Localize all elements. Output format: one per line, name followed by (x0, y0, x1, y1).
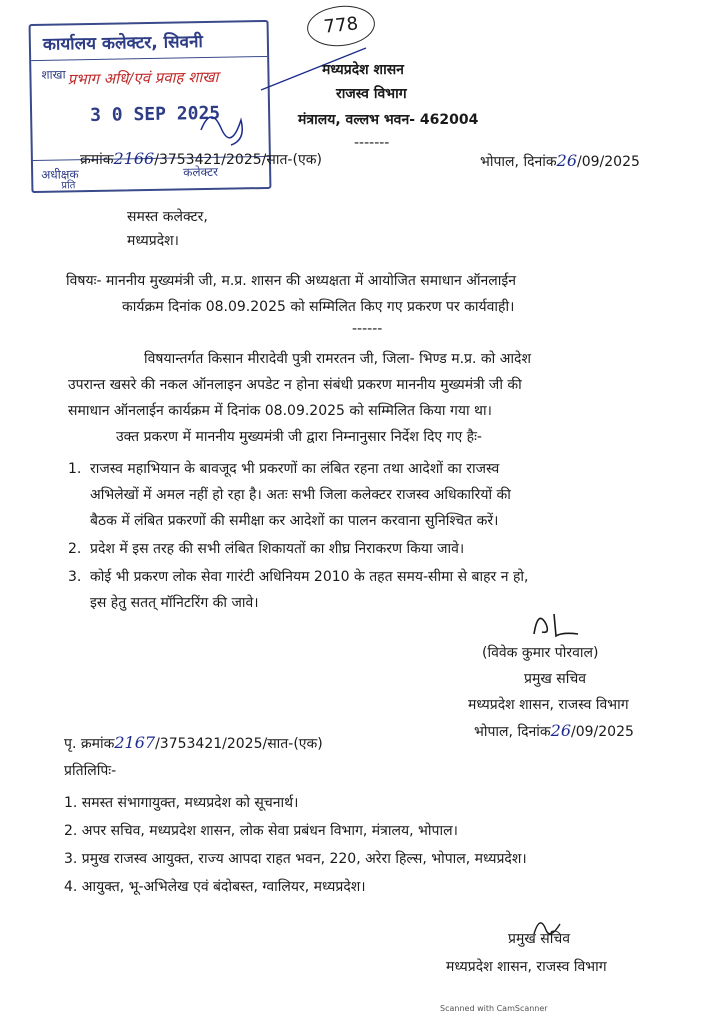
subject-line2: कार्यक्रम दिनांक 08.09.2025 को सम्मिलित किए गए प्रकरण पर कार्यवाही। (122, 299, 515, 315)
endorsement-designation: प्रमुख सचिव (508, 931, 571, 947)
endorsement-hand-number: 2167 (114, 733, 156, 752)
reference-number (80, 150, 322, 169)
addressee-line2: मध्यप्रदेश। (127, 233, 179, 249)
pen-scribble (196, 100, 256, 150)
header-line2: राजस्व विभाग (336, 86, 407, 102)
signatory-date-prefix: भोपाल, दिनांक (474, 724, 551, 740)
addressee-line1: समस्त कलेक्टर, (127, 209, 208, 225)
item-3-line1: कोई भी प्रकरण लोक सेवा गारंटी अधिनियम 2010 के तहत समय-सीमा से बाहर न हो, (90, 569, 529, 585)
reference-hand-number: 2166 (113, 149, 155, 168)
item-1-number: 1. (68, 461, 82, 477)
stamp-officer-office: कलेक्टर (183, 164, 219, 180)
signatory-office: मध्यप्रदेश शासन, राजस्व विभाग (468, 697, 629, 713)
item-2-number: 2. (68, 541, 82, 557)
stamp-date: 3 0 SEP 2025 (89, 102, 221, 127)
endorsement-prefix: पृ. क्रमांक (64, 736, 115, 752)
subject-divider: ------ (352, 321, 383, 337)
stamp-serial-label: प्रति (61, 180, 76, 192)
endorsement-office: मध्यप्रदेश शासन, राजस्व विभाग (446, 959, 607, 975)
item-1-line3: बैठक में लंबित प्रकरणों की समीक्षा कर आदेशों का पालन करवाना सुनिश्चित करें। (90, 513, 499, 529)
body-para2: उक्त प्रकरण में माननीय मुख्यमंत्री जी द्वारा निम्नानुसार निर्देश दिए गए हैः- (116, 429, 482, 445)
reference-rest: /3753421/2025/सात-(एक) (154, 152, 322, 168)
signatory-name: (विवेक कुमार पोरवाल) (482, 645, 599, 661)
stamp-branch-handwritten: प्रभाग अधि/एवं प्रवाह शाखा (67, 67, 219, 89)
item-2-line1: प्रदेश में इस तरह की सभी लंबित शिकायतों का शीघ्र निराकरण किया जावे। (90, 541, 465, 557)
header-line1: मध्यप्रदेश शासन (322, 62, 404, 78)
copy-item-2: 2. अपर सचिव, मध्यप्रदेश शासन, लोक सेवा प्रबंधन विभाग, मंत्रालय, भोपाल। (64, 823, 458, 839)
subject-line1: विषयः- माननीय मुख्यमंत्री जी, म.प्र. शासन की अध्यक्षता में आयोजित समाधान ऑनलाईन (66, 273, 517, 289)
stamp-branch-label: शाखा (41, 67, 66, 82)
endorsement-number (64, 734, 323, 753)
signatory-date-hand: 26 (550, 721, 572, 740)
item-1-line1: राजस्व महाभियान के बावजूद भी प्रकरणों का लंबित रहना तथा आदेशों का राजस्व (90, 461, 500, 477)
letter-date (480, 152, 640, 171)
stamp-office: कार्यालय कलेक्टर, सिवनी (42, 32, 204, 55)
body-para1-line2: उपरान्त खसरे की नकल ऑनलाइन अपडेट न होना संबंधी प्रकरण माननीय मुख्यमंत्री जी की (68, 377, 522, 393)
scanner-footer: Scanned with CamScanner (440, 1004, 548, 1013)
item-1-line2: अभिलेखों में अमल नहीं हो रहा है। अतः सभी जिला कलेक्टर राजस्व अधिकारियों की (90, 487, 511, 503)
item-3-number: 3. (68, 569, 82, 585)
letter-date-rest: /09/2025 (577, 154, 640, 170)
item-3-line2: इस हेतु सतत् मॉनिटरिंग की जावे। (90, 595, 259, 611)
signatory-date (474, 722, 634, 741)
copy-item-4: 4. आयुक्त, भू-अभिलेख एवं बंदोबस्त, ग्वालियर, मध्यप्रदेश। (64, 879, 366, 895)
stamp-officer-label: अधीक्षक (41, 167, 79, 182)
body-para1-line1: विषयान्तर्गत किसान मीरादेवी पुत्री रामरतन जी, जिला- भिण्ड म.प्र. को आदेश (144, 351, 531, 367)
body-para1-line3: समाधान ऑनलाईन कार्यक्रम में दिनांक 08.09.2025 को सम्मिलित किया गया था। (68, 403, 492, 419)
inward-number: 778 (305, 3, 377, 50)
header-line3: मंत्रालय, वल्लभ भवन- 462004 (298, 112, 479, 128)
copy-item-1: 1. समस्त संभागायुक्त, मध्यप्रदेश को सूचनार्थ। (64, 795, 299, 811)
copy-item-3: 3. प्रमुख राजस्व आयुक्त, राज्य आपदा राहत भवन, 220, अरेरा हिल्स, भोपाल, मध्यप्रदेश। (64, 851, 527, 867)
signature (528, 604, 598, 644)
reference-prefix: क्रमांक (80, 152, 114, 168)
letter-date-hand: 26 (556, 151, 578, 170)
signatory-date-rest: /09/2025 (571, 724, 634, 740)
copy-label: प्रतिलिपिः- (64, 763, 117, 779)
header-line4: ------- (354, 135, 390, 151)
signatory-designation: प्रमुख सचिव (524, 671, 587, 687)
endorsement-rest: /3753421/2025/सात-(एक) (155, 736, 323, 752)
letter-date-prefix: भोपाल, दिनांक (480, 154, 557, 170)
